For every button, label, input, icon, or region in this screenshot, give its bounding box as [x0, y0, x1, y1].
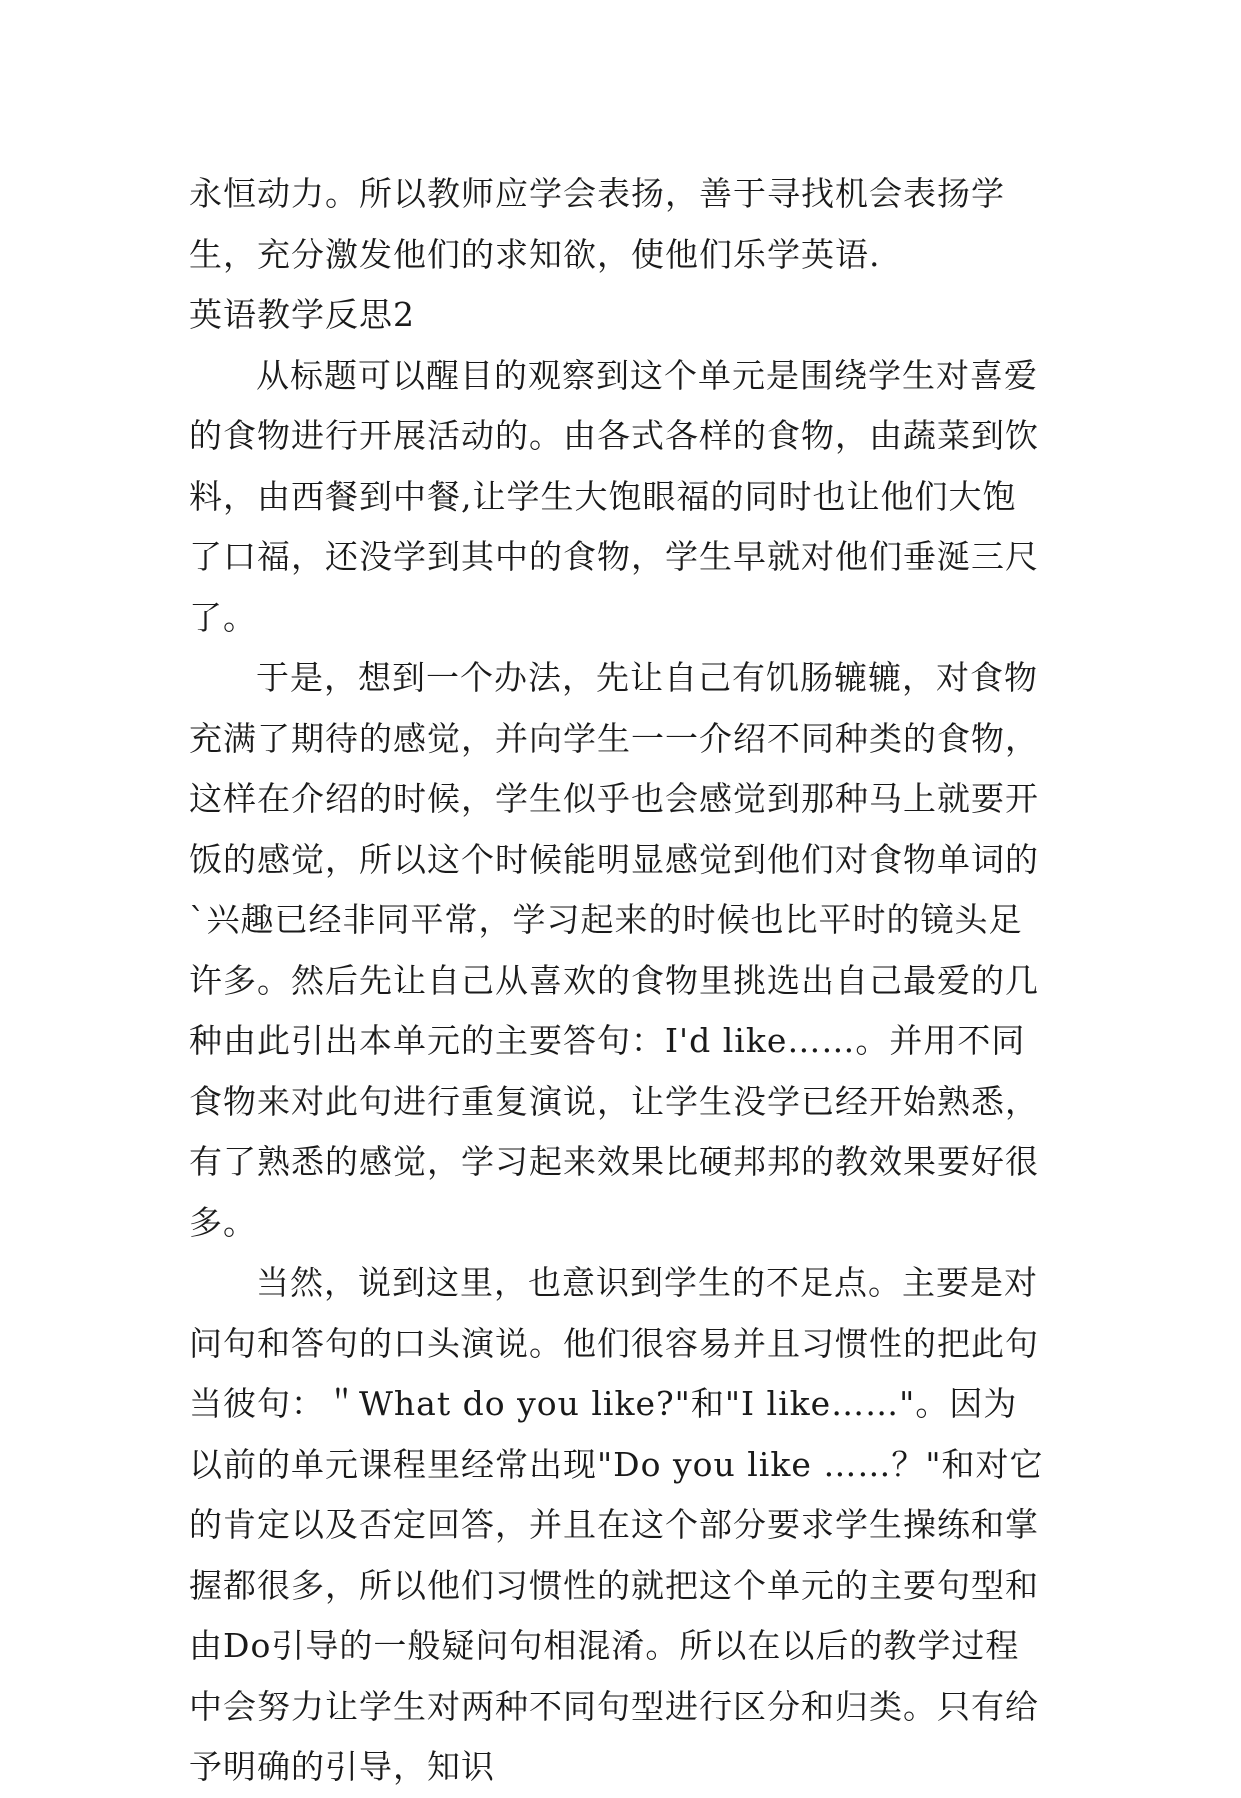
paragraph-1: 从标题可以醒目的观察到这个单元是围绕学生对喜爱的食物进行开展活动的。由各式各样的食物，由蔬菜到饮料，由西餐到中餐,让学生大饱眼福的同时也让他们大饱了口福，还没学到其中的食物，学生早就对他们垂涎三尺了。: [189, 355, 1039, 637]
paragraph-3: 当然，说到这里，也意识到学生的不足点。主要是对问句和答句的口头演说。他们很容易并且习惯性的把此句当彼句：＂What do you like?"和"I like……"。因为以前的单元课程里经常出现"Do you like ……？"和对它的肯定以及否定回答，并且在这个部分要求学生操练和掌握都很多，所以他们习惯性的就把这个单元的主要句型和由Do引导的一般疑问句相混淆。所以在以后的教学过程中会努力让学生对两种不同句型进行区分和归类。只有给予明确的引导，知识: [189, 1263, 1044, 1786]
section-title: 英语教学反思2: [189, 295, 415, 334]
document-page: [189, 164, 1045, 1798]
paragraph-2: 于是，想到一个办法，先让自己有饥肠辘辘，对食物充满了期待的感觉，并向学生一一介绍不同种类的食物，这样在介绍的时候，学生似乎也会感觉到那种马上就要开饭的感觉，所以这个时候能明显感觉到他们对食物单词的`兴趣已经非同平常，学习起来的时候也比平时的镜头足许多。然后先让自己从喜欢的食物里挑选出自己最爱的几种由此引出本单元的主要答句：I'd like……。并用不同食物来对此句进行重复演说，让学生没学已经开始熟悉，有了熟悉的感觉，学习起来效果比硬邦邦的教效果要好很多。: [189, 658, 1039, 1242]
paragraph-continuation: 永恒动力。所以教师应学会表扬，善于寻找机会表扬学生，充分激发他们的求知欲，使他们乐学英语.: [189, 174, 1005, 274]
